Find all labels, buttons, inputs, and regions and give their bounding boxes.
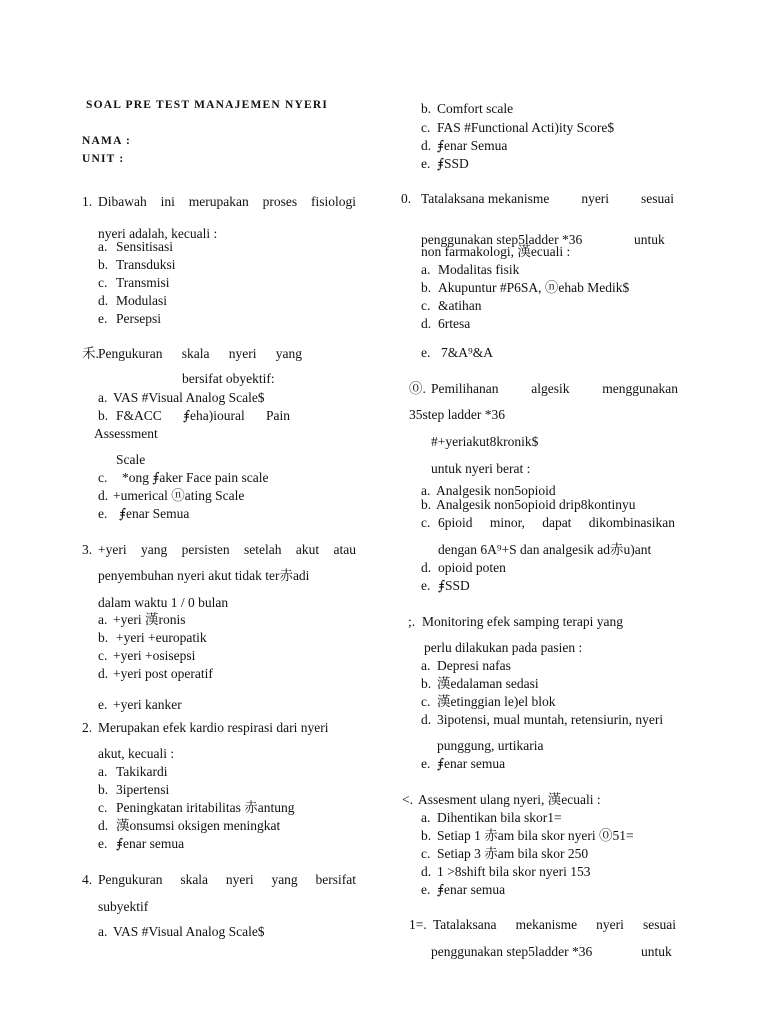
q1-stem-word: Dibawah <box>98 194 147 209</box>
q4-option-b-letter: b. <box>98 782 109 797</box>
q6-option-b: Akupuntur #P6SA, ⓝehab Medik$ <box>438 280 630 295</box>
q6-stem-line3: non farmakologi, 漢ecuali : <box>421 244 571 259</box>
q7-option-a-letter: a. <box>421 483 431 498</box>
q5-option-e-letter: e. <box>421 156 431 171</box>
q4-stem-line1: Merupakan efek kardio respirasi dari nyeri <box>98 720 329 735</box>
q1-stem-word: fisiologi <box>310 194 356 209</box>
q7-stem-line3: #+yeriakut8kronik$ <box>431 434 539 449</box>
q2-option-b <box>116 408 290 424</box>
q1-stem-word: ini <box>160 194 175 209</box>
q5-stem-line2: subyektif <box>98 899 149 914</box>
q3-stem-word: atau <box>333 542 356 557</box>
q4-option-a-letter: a. <box>98 764 108 779</box>
q9-stem: Assesment ulang nyeri, 漢ecuali : <box>418 792 601 807</box>
q10-number: 1=. <box>409 917 427 932</box>
q8-option-e-letter: e. <box>421 756 431 771</box>
q7-option-c-letter: c. <box>421 515 431 530</box>
q8-option-d: 3ipotensi, mual muntah, retensiurin, nyeri <box>437 712 664 727</box>
q5-option-b-letter: b. <box>421 101 432 116</box>
q2-option-c: *ong ⨎aker Face pain scale <box>122 470 269 485</box>
q5-option-c: FAS #Functional Acti)ity Score$ <box>437 120 615 135</box>
q4-option-d: 漢onsumsi oksigen meningkat <box>116 818 281 833</box>
document-title: SOAL PRE TEST MANAJEMEN NYERI <box>86 99 329 111</box>
q1-option-a: Sensitisasi <box>116 239 174 254</box>
q8-option-b-letter: b. <box>421 676 432 691</box>
q3-option-d: +yeri post operatif <box>113 666 213 681</box>
q7-option-c <box>438 515 675 531</box>
q3-number: 3. <box>82 542 93 557</box>
q3-stem-line3: dalam waktu 1 / 0 bulan <box>98 595 229 610</box>
q3-option-d-letter: d. <box>98 666 109 681</box>
q7-option-e-letter: e. <box>421 578 431 593</box>
q4-option-d-letter: d. <box>98 818 109 833</box>
q5-option-a-letter: a. <box>98 924 108 939</box>
q2-option-e: ⨎enar Semua <box>119 506 190 521</box>
q3-stem-word: +yeri <box>98 542 127 557</box>
q2-stem-word: skala <box>181 346 210 361</box>
q3-stem-word: akut <box>295 542 320 557</box>
q3-option-e: +yeri kanker <box>113 697 182 712</box>
q5-option-c-letter: c. <box>421 120 431 135</box>
q3-stem-word: setelah <box>243 542 282 557</box>
q8-option-d-letter: d. <box>421 712 432 727</box>
q6-option-b-letter: b. <box>421 280 432 295</box>
q1-option-d-letter: d. <box>98 293 109 308</box>
q7-option-c-word: 6pioid <box>438 515 473 530</box>
q1-stem-word: merupakan <box>188 194 249 209</box>
q5-option-b: Comfort scale <box>437 101 514 116</box>
q6-option-c-letter: c. <box>421 298 431 313</box>
q7-option-d-letter: d. <box>421 560 432 575</box>
q2-stem-line2: bersifat obyektif: <box>182 371 275 386</box>
q9-option-b-letter: b. <box>421 828 432 843</box>
q3-option-e-letter: e. <box>98 697 108 712</box>
q9-option-c: Setiap 3 ⾚am bila skor 250 <box>437 846 589 861</box>
q8-option-c: 漢etinggian le)el blok <box>437 694 556 709</box>
q8-stem-line2: perlu dilakukan pada pasien : <box>424 640 583 655</box>
q3-stem-word: persisten <box>181 542 230 557</box>
q3-option-c: +yeri +osisepsi <box>113 648 196 663</box>
q9-option-d: 1 >8shift bila skor nyeri 153 <box>437 864 591 879</box>
q5-option-a: VAS #Visual Analog Scale$ <box>113 924 265 939</box>
q6-stem-word: sesuai <box>640 191 674 206</box>
q5-stem-word: nyeri <box>225 872 254 887</box>
q2-option-e-letter: e. <box>98 506 108 521</box>
q1-option-c: Transmisi <box>116 275 170 290</box>
q4-option-c-letter: c. <box>98 800 108 815</box>
q2-option-b-cont2: Scale <box>116 452 146 467</box>
q5-stem-word: yang <box>271 872 298 887</box>
q8-stem-line1: Monitoring efek samping terapi yang <box>422 614 623 629</box>
q7-number: ⓪. <box>409 381 426 396</box>
q2-stem-word: nyeri <box>228 346 257 361</box>
q2-option-b-word: Pain <box>265 408 290 423</box>
q1-stem-line1 <box>98 194 356 210</box>
q3-stem-line2: penyembuhan nyeri akut tidak ter⾚adi <box>98 568 310 583</box>
q6-option-a: Modalitas fisik <box>438 262 520 277</box>
q6-option-a-letter: a. <box>421 262 431 277</box>
q7-option-c-word: minor, <box>489 515 525 530</box>
q3-option-a: +yeri 漢ronis <box>113 612 186 627</box>
q5-option-d-letter: d. <box>421 138 432 153</box>
q10-stem-word: sesuai <box>643 917 676 932</box>
q1-option-a-letter: a. <box>98 239 108 254</box>
q10-stem-line2-end: untuk <box>641 944 672 959</box>
q9-option-c-letter: c. <box>421 846 431 861</box>
q3-stem-word: yang <box>140 542 168 557</box>
q7-option-c-cont: dengan 6A⁹+S dan analgesik ad⾚u)ant <box>438 542 652 557</box>
q6-number: 0. <box>401 191 412 206</box>
q6-stem-line2-end: untuk <box>634 232 665 247</box>
q6-option-d: 6rtesa <box>438 316 471 331</box>
q5-stem-word: Pengukuran <box>98 872 163 887</box>
q7-stem-line1 <box>431 381 678 397</box>
q4-option-e: ⨎enar semua <box>116 836 185 851</box>
q3-option-b-letter: b. <box>98 630 109 645</box>
q5-stem-line1 <box>98 872 356 888</box>
q2-stem-line1 <box>98 346 302 362</box>
q9-option-a-letter: a. <box>421 810 431 825</box>
q6-stem-word: nyeri <box>581 191 610 206</box>
q3-option-c-letter: c. <box>98 648 108 663</box>
q2-option-d-letter: d. <box>98 488 109 503</box>
q1-number: 1. <box>82 194 93 209</box>
q1-option-e: Persepsi <box>116 311 161 326</box>
q7-option-b: Analgesik non5opioid drip8kontinyu <box>436 497 636 512</box>
q9-option-e: ⨎enar semua <box>437 882 506 897</box>
q8-number: ;. <box>408 614 416 629</box>
q1-stem-word: proses <box>262 194 298 209</box>
q5-number: 4. <box>82 872 93 887</box>
q2-option-b-word: F&ACC <box>116 408 162 423</box>
q7-stem-word: Pemilihanan <box>431 381 499 396</box>
q1-stem-line2: nyeri adalah, kecuali : <box>98 226 218 241</box>
q6-option-c: &atihan <box>438 298 482 313</box>
q8-option-b: 漢edalaman sedasi <box>437 676 539 691</box>
nama-label: NAMA : <box>82 135 132 147</box>
q7-stem-word: menggunakan <box>602 381 678 396</box>
q5-stem-word: skala <box>180 872 209 887</box>
q1-option-d: Modulasi <box>116 293 168 308</box>
q10-stem-word: Tatalaksana <box>433 917 497 932</box>
q4-stem-line2: akut, kecuali : <box>98 746 175 761</box>
q3-option-b: +yeri +europatik <box>116 630 207 645</box>
q6-option-d-letter: d. <box>421 316 432 331</box>
q3-option-a-letter: a. <box>98 612 108 627</box>
q8-option-c-letter: c. <box>421 694 431 709</box>
q7-option-c-word: dapat <box>542 515 572 530</box>
q2-option-d: +umerical ⓝating Scale <box>113 488 245 503</box>
q9-option-a: Dihentikan bila skor1= <box>437 810 562 825</box>
q2-option-c-letter: c. <box>98 470 108 485</box>
q5-stem-word: bersifat <box>315 872 356 887</box>
q7-stem-line2: 35step ladder *36 <box>409 407 505 422</box>
q8-option-a-letter: a. <box>421 658 431 673</box>
q6-stem-line1 <box>421 191 674 207</box>
q8-option-e: ⨎enar semua <box>437 756 506 771</box>
q2-number: ⽲. <box>82 346 99 361</box>
q9-option-d-letter: d. <box>421 864 432 879</box>
q7-option-d: opioid poten <box>438 560 506 575</box>
q2-option-b-letter: b. <box>98 408 109 423</box>
q10-stem-word: nyeri <box>596 917 624 932</box>
q9-option-e-letter: e. <box>421 882 431 897</box>
q7-option-c-word: dikombinasikan <box>588 515 675 530</box>
q7-stem-word: algesik <box>531 381 570 396</box>
q1-option-e-letter: e. <box>98 311 108 326</box>
q4-option-b: 3ipertensi <box>116 782 170 797</box>
q4-option-e-letter: e. <box>98 836 108 851</box>
q2-stem-word: yang <box>275 346 302 361</box>
q2-stem-word: Pengukuran <box>98 346 163 361</box>
q7-option-a: Analgesik non5opioid <box>436 483 556 498</box>
q4-option-c: Peningkatan iritabilitas ⾚antung <box>116 800 295 815</box>
q3-stem-line1 <box>98 542 356 558</box>
q8-option-d-cont: punggung, urtikaria <box>437 738 544 753</box>
q2-option-b-word: ⨎eha)ioural <box>183 408 245 423</box>
q9-number: <. <box>402 792 413 807</box>
q1-option-b-letter: b. <box>98 257 109 272</box>
q2-option-b-cont1: Assessment <box>94 426 158 441</box>
q10-stem-line1 <box>433 917 676 933</box>
q8-option-a: Depresi nafas <box>437 658 511 673</box>
q7-option-b-letter: b. <box>421 497 432 512</box>
q10-stem-word: mekanisme <box>515 917 578 932</box>
q4-number: 2. <box>82 720 93 735</box>
q2-option-a-letter: a. <box>98 390 108 405</box>
q4-option-a: Takikardi <box>116 764 168 779</box>
q1-option-b: Transduksi <box>116 257 176 272</box>
q5-option-d: ⨎enar Semua <box>437 138 508 153</box>
q2-option-a: VAS #Visual Analog Scale$ <box>113 390 265 405</box>
q7-option-e: ⨎SSD <box>438 578 470 593</box>
q9-option-b: Setiap 1 ⾚am bila skor nyeri ⓪51= <box>437 828 634 843</box>
q1-option-c-letter: c. <box>98 275 108 290</box>
q5-option-e: ⨎SSD <box>437 156 469 171</box>
q6-option-e-letter: e. <box>421 345 431 360</box>
unit-label: UNIT : <box>82 153 125 165</box>
q10-stem-line2: penggunakan step5ladder *36 <box>431 944 593 959</box>
q6-stem-line2: penggunakan step5ladder *36 <box>421 232 583 247</box>
q7-stem-line4: untuk nyeri berat : <box>431 461 531 476</box>
q6-stem-word: Tatalaksana mekanisme <box>421 191 550 206</box>
q6-option-e: 7&A⁹&A <box>441 345 493 360</box>
